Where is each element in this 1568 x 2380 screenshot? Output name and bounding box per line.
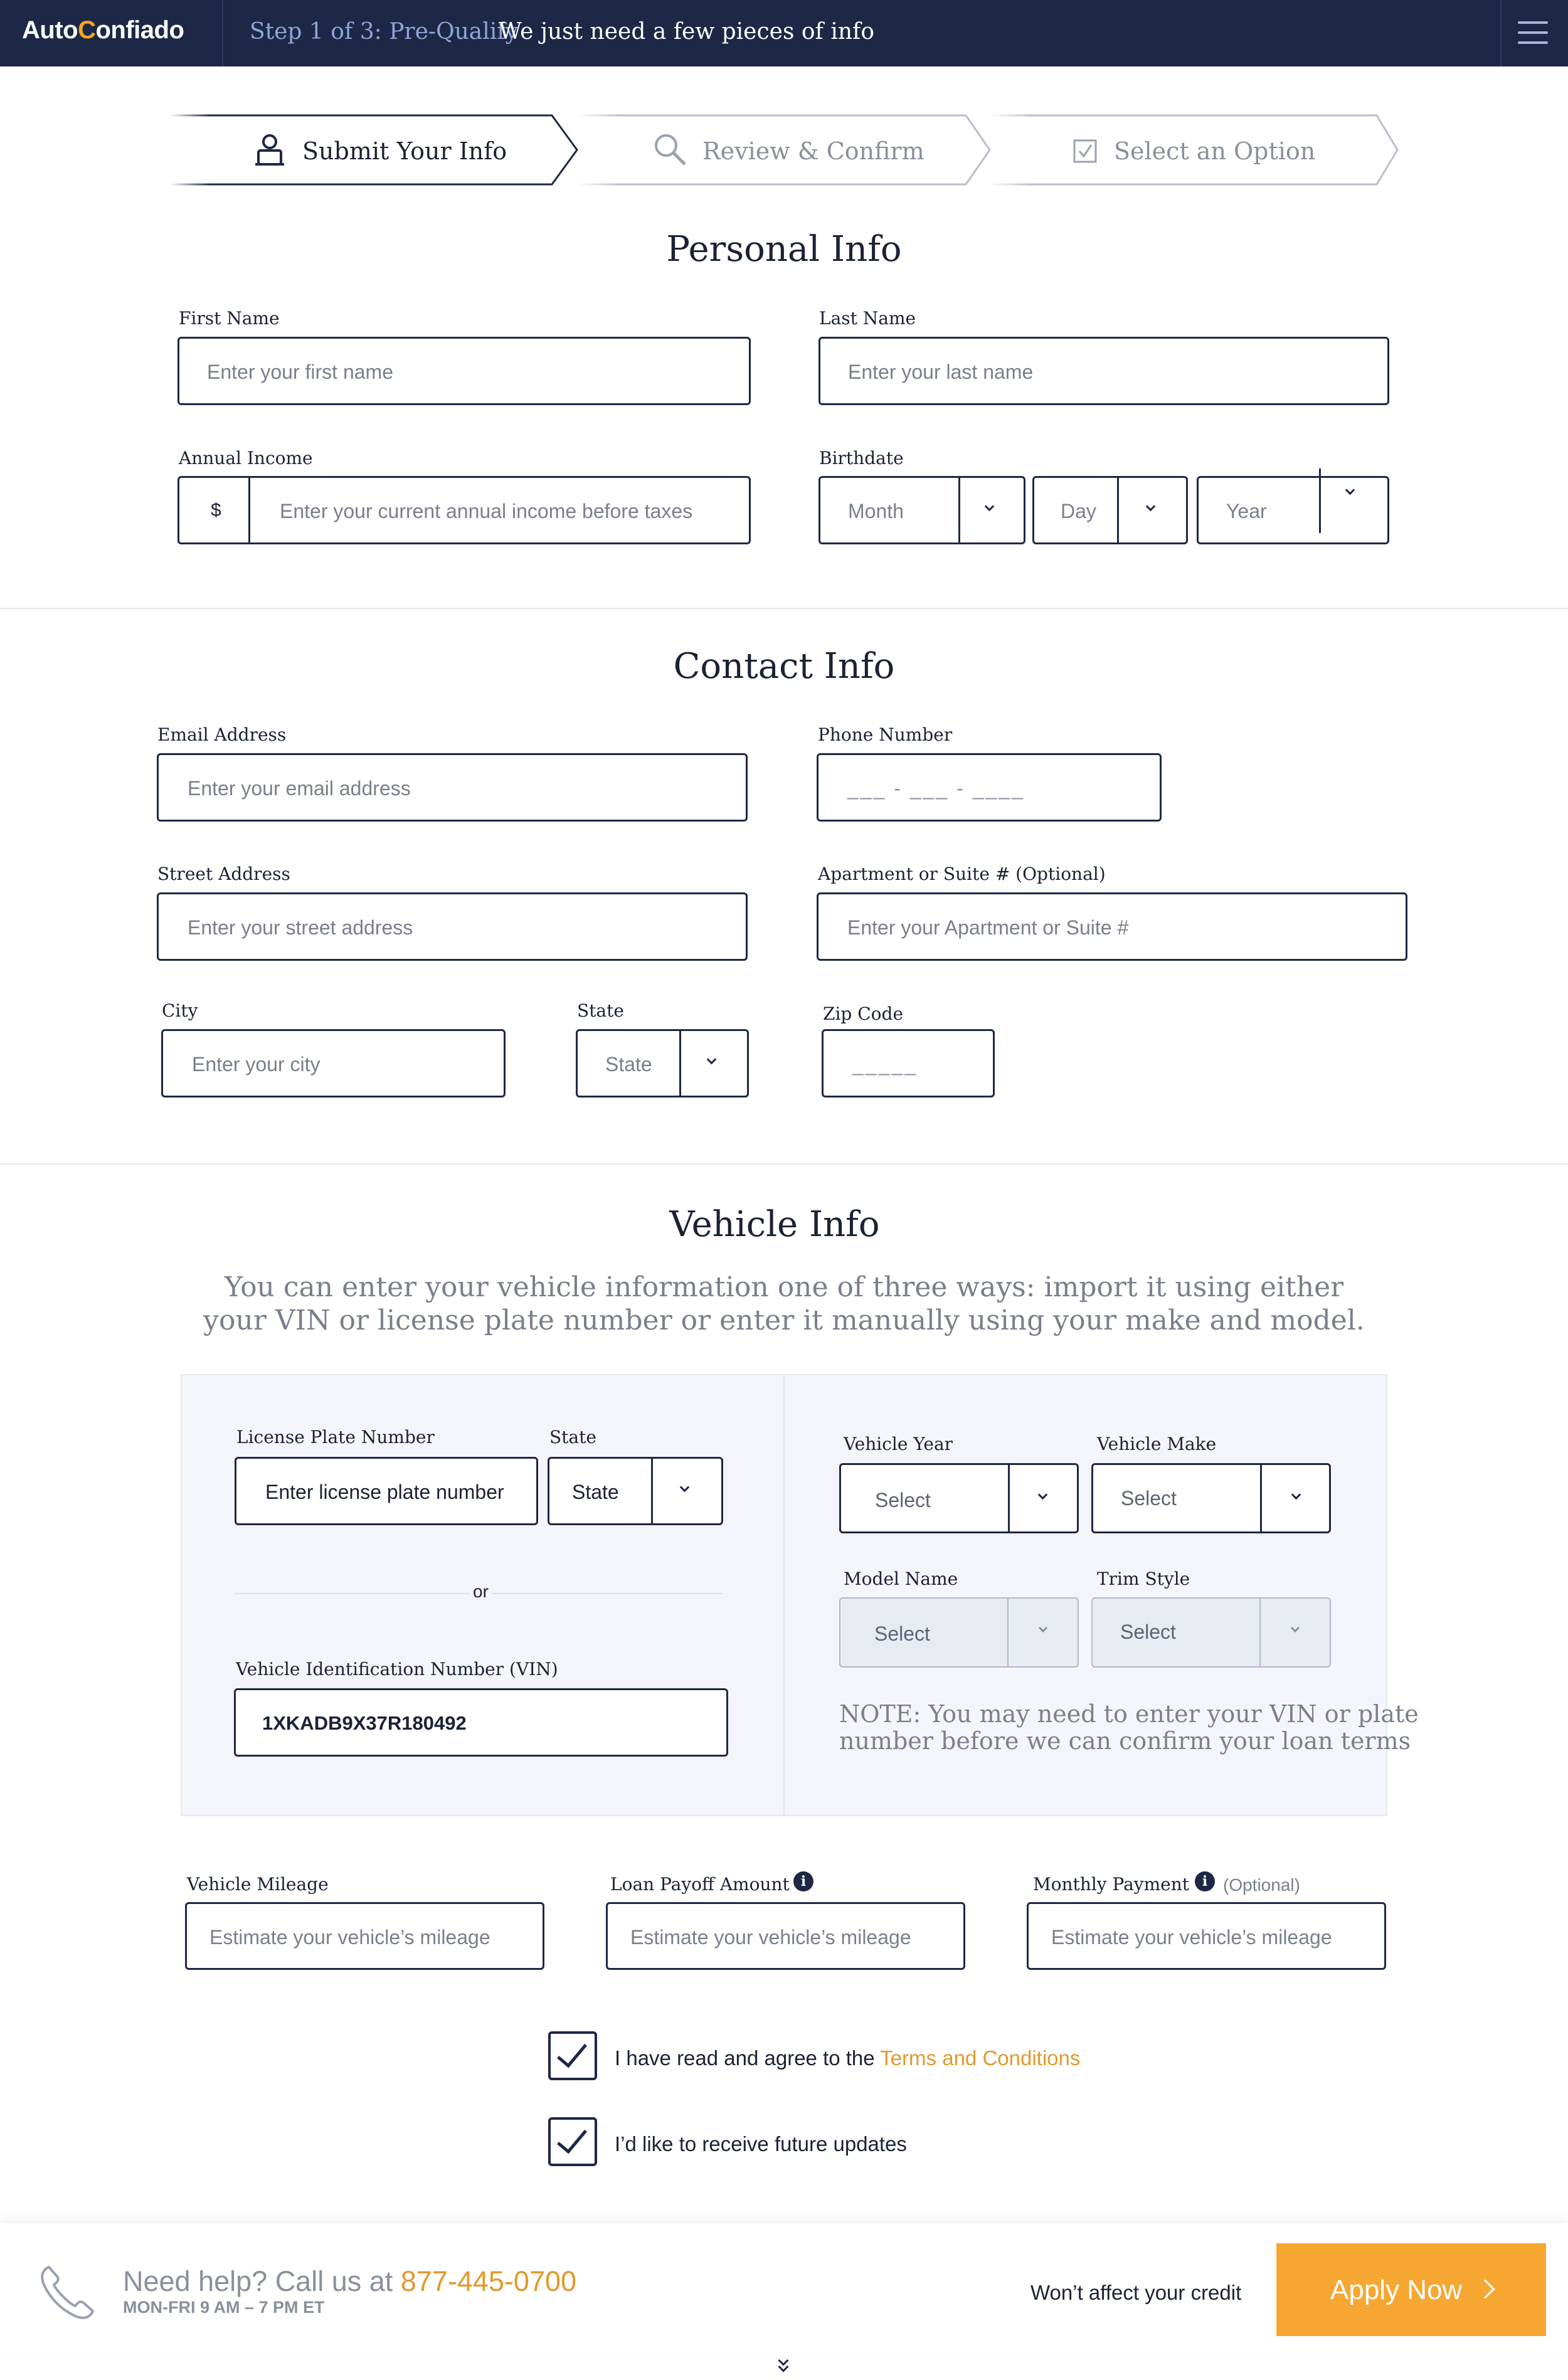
- select-divider: [1007, 1599, 1009, 1666]
- vehicle-make-value: Select: [1121, 1487, 1177, 1510]
- section-divider: [0, 608, 1568, 609]
- section-title-personal: Personal Info: [666, 229, 902, 270]
- scroll-down-icon: [778, 2362, 789, 2372]
- trim-style-select[interactable]: [1091, 1597, 1331, 1668]
- vehicle-note-line1: NOTE: You may need to enter your VIN or plate: [839, 1700, 1419, 1728]
- mileage-label: Vehicle Mileage: [187, 1874, 329, 1895]
- payoff-placeholder: Estimate your vehicle’s mileage: [630, 1926, 911, 1949]
- apartment-input[interactable]: [817, 892, 1407, 961]
- plate-state-select[interactable]: [548, 1457, 723, 1525]
- phone-input[interactable]: [817, 753, 1162, 822]
- currency-prefix: $: [211, 500, 221, 521]
- select-divider: [958, 478, 960, 542]
- updates-text: I’d like to receive future updates: [615, 2132, 907, 2155]
- check-icon: [557, 2036, 587, 2068]
- select-divider: [651, 1459, 653, 1523]
- vehicle-make-select[interactable]: [1091, 1463, 1331, 1533]
- help-hours: MON-FRI 9 AM – 7 PM ET: [123, 2298, 325, 2317]
- zip-input[interactable]: [822, 1029, 995, 1097]
- apartment-label: Apartment or Suite # (Optional): [818, 864, 1106, 884]
- or-text: or: [469, 1582, 492, 1602]
- annual-income-label: Annual Income: [179, 448, 313, 468]
- last-name-label: Last Name: [819, 308, 916, 329]
- step-indicator: Step 1 of 3: Pre-Qualify: [250, 19, 518, 45]
- trim-style-label: Trim Style: [1097, 1568, 1190, 1589]
- month-placeholder: Month: [848, 500, 904, 522]
- city-input[interactable]: [161, 1029, 506, 1097]
- city-placeholder: Enter your city: [192, 1053, 320, 1076]
- section-title-contact: Contact Info: [673, 646, 895, 687]
- model-name-select[interactable]: [839, 1597, 1079, 1668]
- vehicle-intro-line2: your VIN or license plate number or enter it manually using your make and model.: [203, 1304, 1365, 1336]
- last-name-placeholder: Enter your last name: [848, 361, 1034, 383]
- payoff-label: Loan Payoff Amount: [610, 1874, 790, 1895]
- phone-placeholder: ___ - ___ - ____: [847, 777, 1025, 800]
- email-input[interactable]: [157, 753, 748, 822]
- person-icon: [254, 132, 285, 167]
- birth-year-select[interactable]: [1197, 476, 1389, 544]
- vehicle-intro-line1: You can enter your vehicle information one of three ways: import it using either: [224, 1271, 1344, 1303]
- vin-value: 1XKADB9X37R180492: [262, 1712, 467, 1734]
- model-name-label: Model Name: [844, 1568, 958, 1589]
- select-divider: [679, 1031, 681, 1096]
- apply-now-label: Apply Now: [1330, 2275, 1463, 2305]
- vehicle-note-line2: number before we can confirm your loan terms: [839, 1727, 1411, 1755]
- chevron-right-icon: [1475, 2279, 1495, 2298]
- select-divider: [1117, 478, 1119, 542]
- monthly-label: Monthly Payment: [1033, 1874, 1190, 1895]
- step-review-confirm[interactable]: Review & Confirm: [702, 137, 924, 165]
- credit-note: Won’t affect your credit: [1030, 2281, 1242, 2304]
- info-icon[interactable]: i: [793, 1871, 813, 1891]
- plate-state-value: State: [572, 1481, 619, 1503]
- model-name-value: Select: [874, 1622, 930, 1645]
- state-label: State: [577, 1000, 624, 1021]
- mileage-placeholder: Estimate your vehicle’s mileage: [209, 1926, 490, 1949]
- annual-income-input[interactable]: [177, 476, 751, 544]
- header-divider: [1500, 0, 1502, 66]
- zip-label: Zip Code: [823, 1003, 904, 1024]
- step-submit-info[interactable]: Submit Your Info: [302, 137, 507, 165]
- phone-icon: [36, 2261, 99, 2324]
- birthdate-label: Birthdate: [819, 448, 904, 468]
- chevron-down-icon: [985, 502, 995, 512]
- chevron-down-icon: [1345, 485, 1355, 495]
- terms-link[interactable]: Terms and Conditions: [880, 2046, 1081, 2070]
- email-label: Email Address: [157, 724, 287, 745]
- birth-day-select[interactable]: [1032, 476, 1188, 544]
- apartment-placeholder: Enter your Apartment or Suite #: [847, 916, 1129, 939]
- checkbox-icon: [1073, 139, 1097, 163]
- section-title-vehicle: Vehicle Info: [669, 1204, 880, 1245]
- vehicle-make-label: Vehicle Make: [1097, 1434, 1217, 1454]
- search-icon: [652, 132, 687, 167]
- select-divider: [1260, 1465, 1262, 1531]
- trim-style-value: Select: [1120, 1621, 1176, 1643]
- apply-now-button[interactable]: [1276, 2243, 1546, 2336]
- select-divider: [1319, 468, 1321, 533]
- state-select[interactable]: [576, 1029, 749, 1097]
- day-placeholder: Day: [1061, 500, 1096, 522]
- street-placeholder: Enter your street address: [188, 916, 413, 939]
- monthly-optional: (Optional): [1223, 1875, 1300, 1895]
- check-icon: [557, 2122, 587, 2154]
- hamburger-menu-icon[interactable]: [1518, 21, 1548, 45]
- state-placeholder: State: [605, 1053, 652, 1076]
- phone-label: Phone Number: [818, 724, 953, 745]
- year-placeholder: Year: [1226, 500, 1267, 522]
- chevron-down-icon: [1039, 1624, 1047, 1632]
- header-divider: [222, 0, 223, 66]
- monthly-input[interactable]: [1027, 1902, 1386, 1970]
- updates-checkbox[interactable]: [548, 2117, 597, 2166]
- chevron-down-icon: [1291, 1490, 1301, 1500]
- vehicle-year-label: Vehicle Year: [844, 1434, 953, 1454]
- email-placeholder: Enter your email address: [188, 777, 411, 800]
- chevron-down-icon: [707, 1055, 717, 1065]
- payoff-input[interactable]: [606, 1902, 965, 1970]
- last-name-input[interactable]: [818, 337, 1389, 405]
- prefix-divider: [248, 478, 250, 542]
- help-phone-link[interactable]: 877-445-0700: [400, 2265, 577, 2297]
- zip-placeholder: _____: [852, 1053, 918, 1076]
- section-divider: [0, 1163, 1568, 1165]
- plate-state-label: State: [549, 1427, 596, 1447]
- monthly-placeholder: Estimate your vehicle’s mileage: [1051, 1926, 1332, 1949]
- panel-divider: [783, 1374, 785, 1816]
- help-text: Need help? Call us at 877-445-0700: [123, 2265, 577, 2297]
- chevron-down-icon: [1291, 1624, 1300, 1632]
- street-label: Street Address: [157, 864, 290, 884]
- vehicle-year-value: Select: [875, 1489, 931, 1511]
- step-select-option[interactable]: Select an Option: [1114, 137, 1316, 165]
- city-label: City: [162, 1000, 198, 1021]
- first-name-placeholder: Enter your first name: [207, 361, 393, 383]
- first-name-input[interactable]: [177, 337, 751, 405]
- license-plate-input[interactable]: [235, 1457, 538, 1525]
- vehicle-year-select[interactable]: [839, 1463, 1079, 1533]
- street-address-input[interactable]: [157, 892, 748, 961]
- select-divider: [1259, 1599, 1261, 1666]
- mileage-input[interactable]: [185, 1902, 544, 1970]
- header-message: We just need a few pieces of info: [499, 19, 875, 45]
- vin-label: Vehicle Identification Number (VIN): [236, 1659, 558, 1679]
- chevron-down-icon: [680, 1483, 690, 1493]
- top-header: [0, 0, 1568, 66]
- plate-value: Enter license plate number: [265, 1481, 504, 1503]
- annual-income-placeholder: Enter your current annual income before taxes: [280, 500, 693, 522]
- chevron-down-icon: [1146, 502, 1156, 512]
- vin-input[interactable]: [234, 1688, 728, 1757]
- birth-month-select[interactable]: [818, 476, 1025, 544]
- brand-logo[interactable]: AutoConfiado: [22, 16, 184, 44]
- terms-checkbox[interactable]: [548, 2031, 597, 2080]
- terms-text: I have read and agree to the Terms and Conditions: [615, 2046, 1081, 2070]
- info-icon[interactable]: i: [1195, 1871, 1215, 1891]
- first-name-label: First Name: [179, 308, 280, 329]
- chevron-down-icon: [1038, 1490, 1048, 1500]
- plate-label: License Plate Number: [236, 1427, 435, 1447]
- select-divider: [1008, 1465, 1010, 1531]
